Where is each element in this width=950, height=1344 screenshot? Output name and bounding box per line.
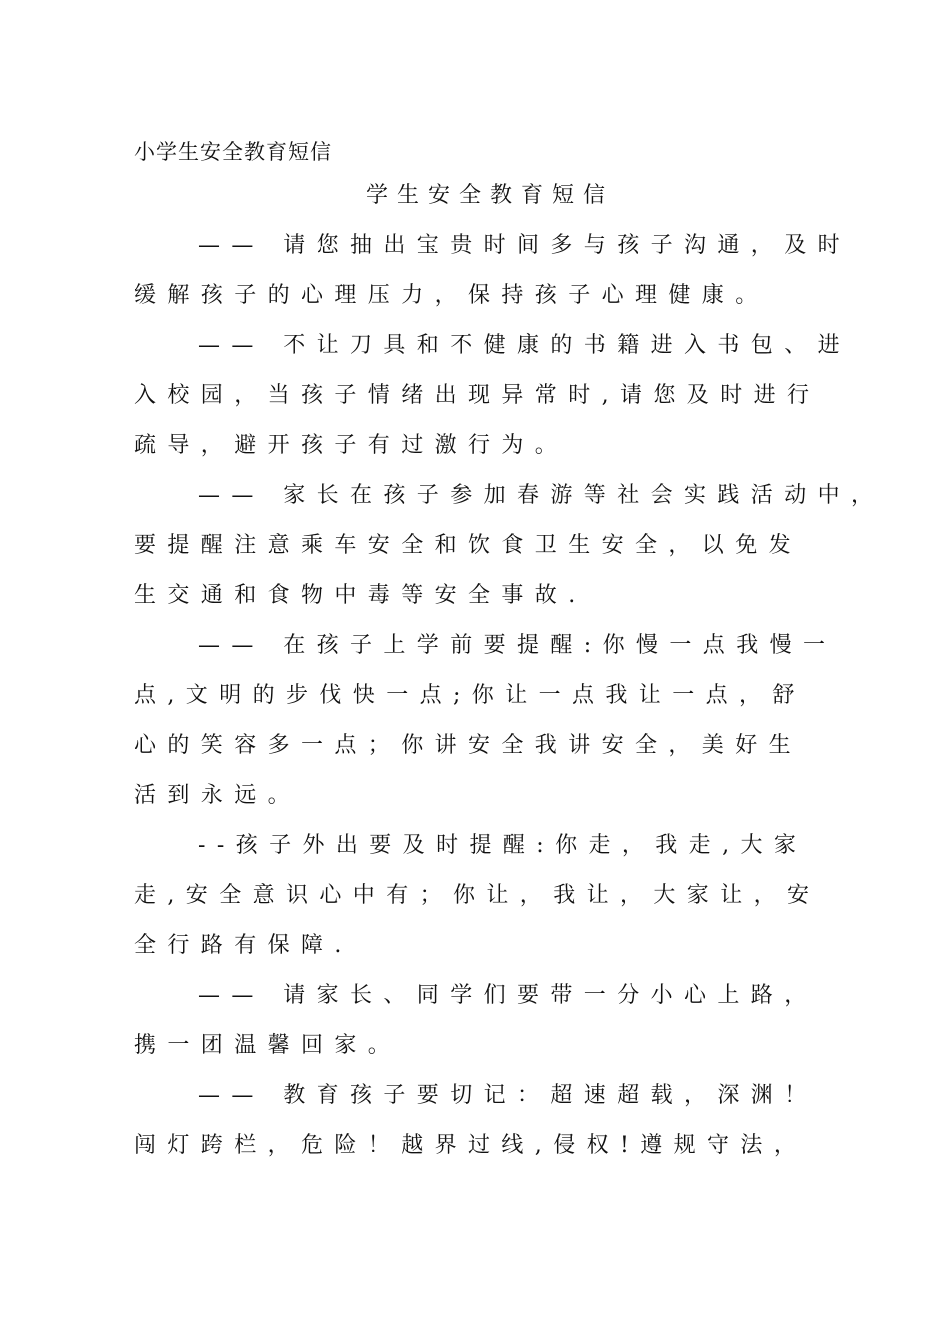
paragraph-line: 缓解孩子的心理压力，保持孩子心理健康。 (134, 283, 769, 308)
paragraph-line: 活到永远。 (134, 783, 302, 808)
paragraph-line: --孩子外出要及时提醒:你走，我走,大家 (198, 833, 808, 858)
paragraph-line: 走,安全意识心中有；你让，我让，大家让，安 (134, 883, 821, 908)
document-title: 学生安全教育短信 (365, 183, 614, 208)
paragraph-line: —— 在孩子上学前要提醒:你慢一点我慢一 (198, 633, 837, 658)
paragraph-line: —— 不让刀具和不健康的书籍进入书包、进 (198, 333, 851, 358)
paragraph-line: 全行路有保障. (134, 933, 353, 958)
paragraph-line: 心的笑容多一点；你讲安全我讲安全，美好生 (134, 733, 803, 758)
paragraph-line: 生交通和食物中毒等安全事故. (134, 583, 587, 608)
paragraph-line: 闯灯跨栏，危险！越界过线,侵权!遵规守法， (134, 1133, 808, 1158)
paragraph-line: —— 请您抽出宝贵时间多与孩子沟通，及时 (198, 233, 851, 258)
paragraph-line: 要提醒注意乘车安全和饮食卫生安全，以免发 (134, 533, 803, 558)
paragraph-line: 携一团温馨回家。 (134, 1033, 402, 1058)
paragraph-line: 疏导，避开孩子有过激行为。 (134, 433, 569, 458)
paragraph-line: —— 家长在孩子参加春游等社会实践活动中， (198, 483, 885, 508)
paragraph-line: —— 教育孩子要切记：超速超载，深渊！ (198, 1083, 818, 1108)
document-heading: 小学生安全教育短信 (134, 140, 332, 164)
paragraph-line: 入校园，当孩子情绪出现异常时,请您及时进行 (134, 383, 821, 408)
paragraph-line: —— 请家长、同学们要带一分小心上路， (198, 983, 818, 1008)
paragraph-line: 点,文明的步伐快一点;你让一点我让一点，舒 (134, 683, 806, 708)
